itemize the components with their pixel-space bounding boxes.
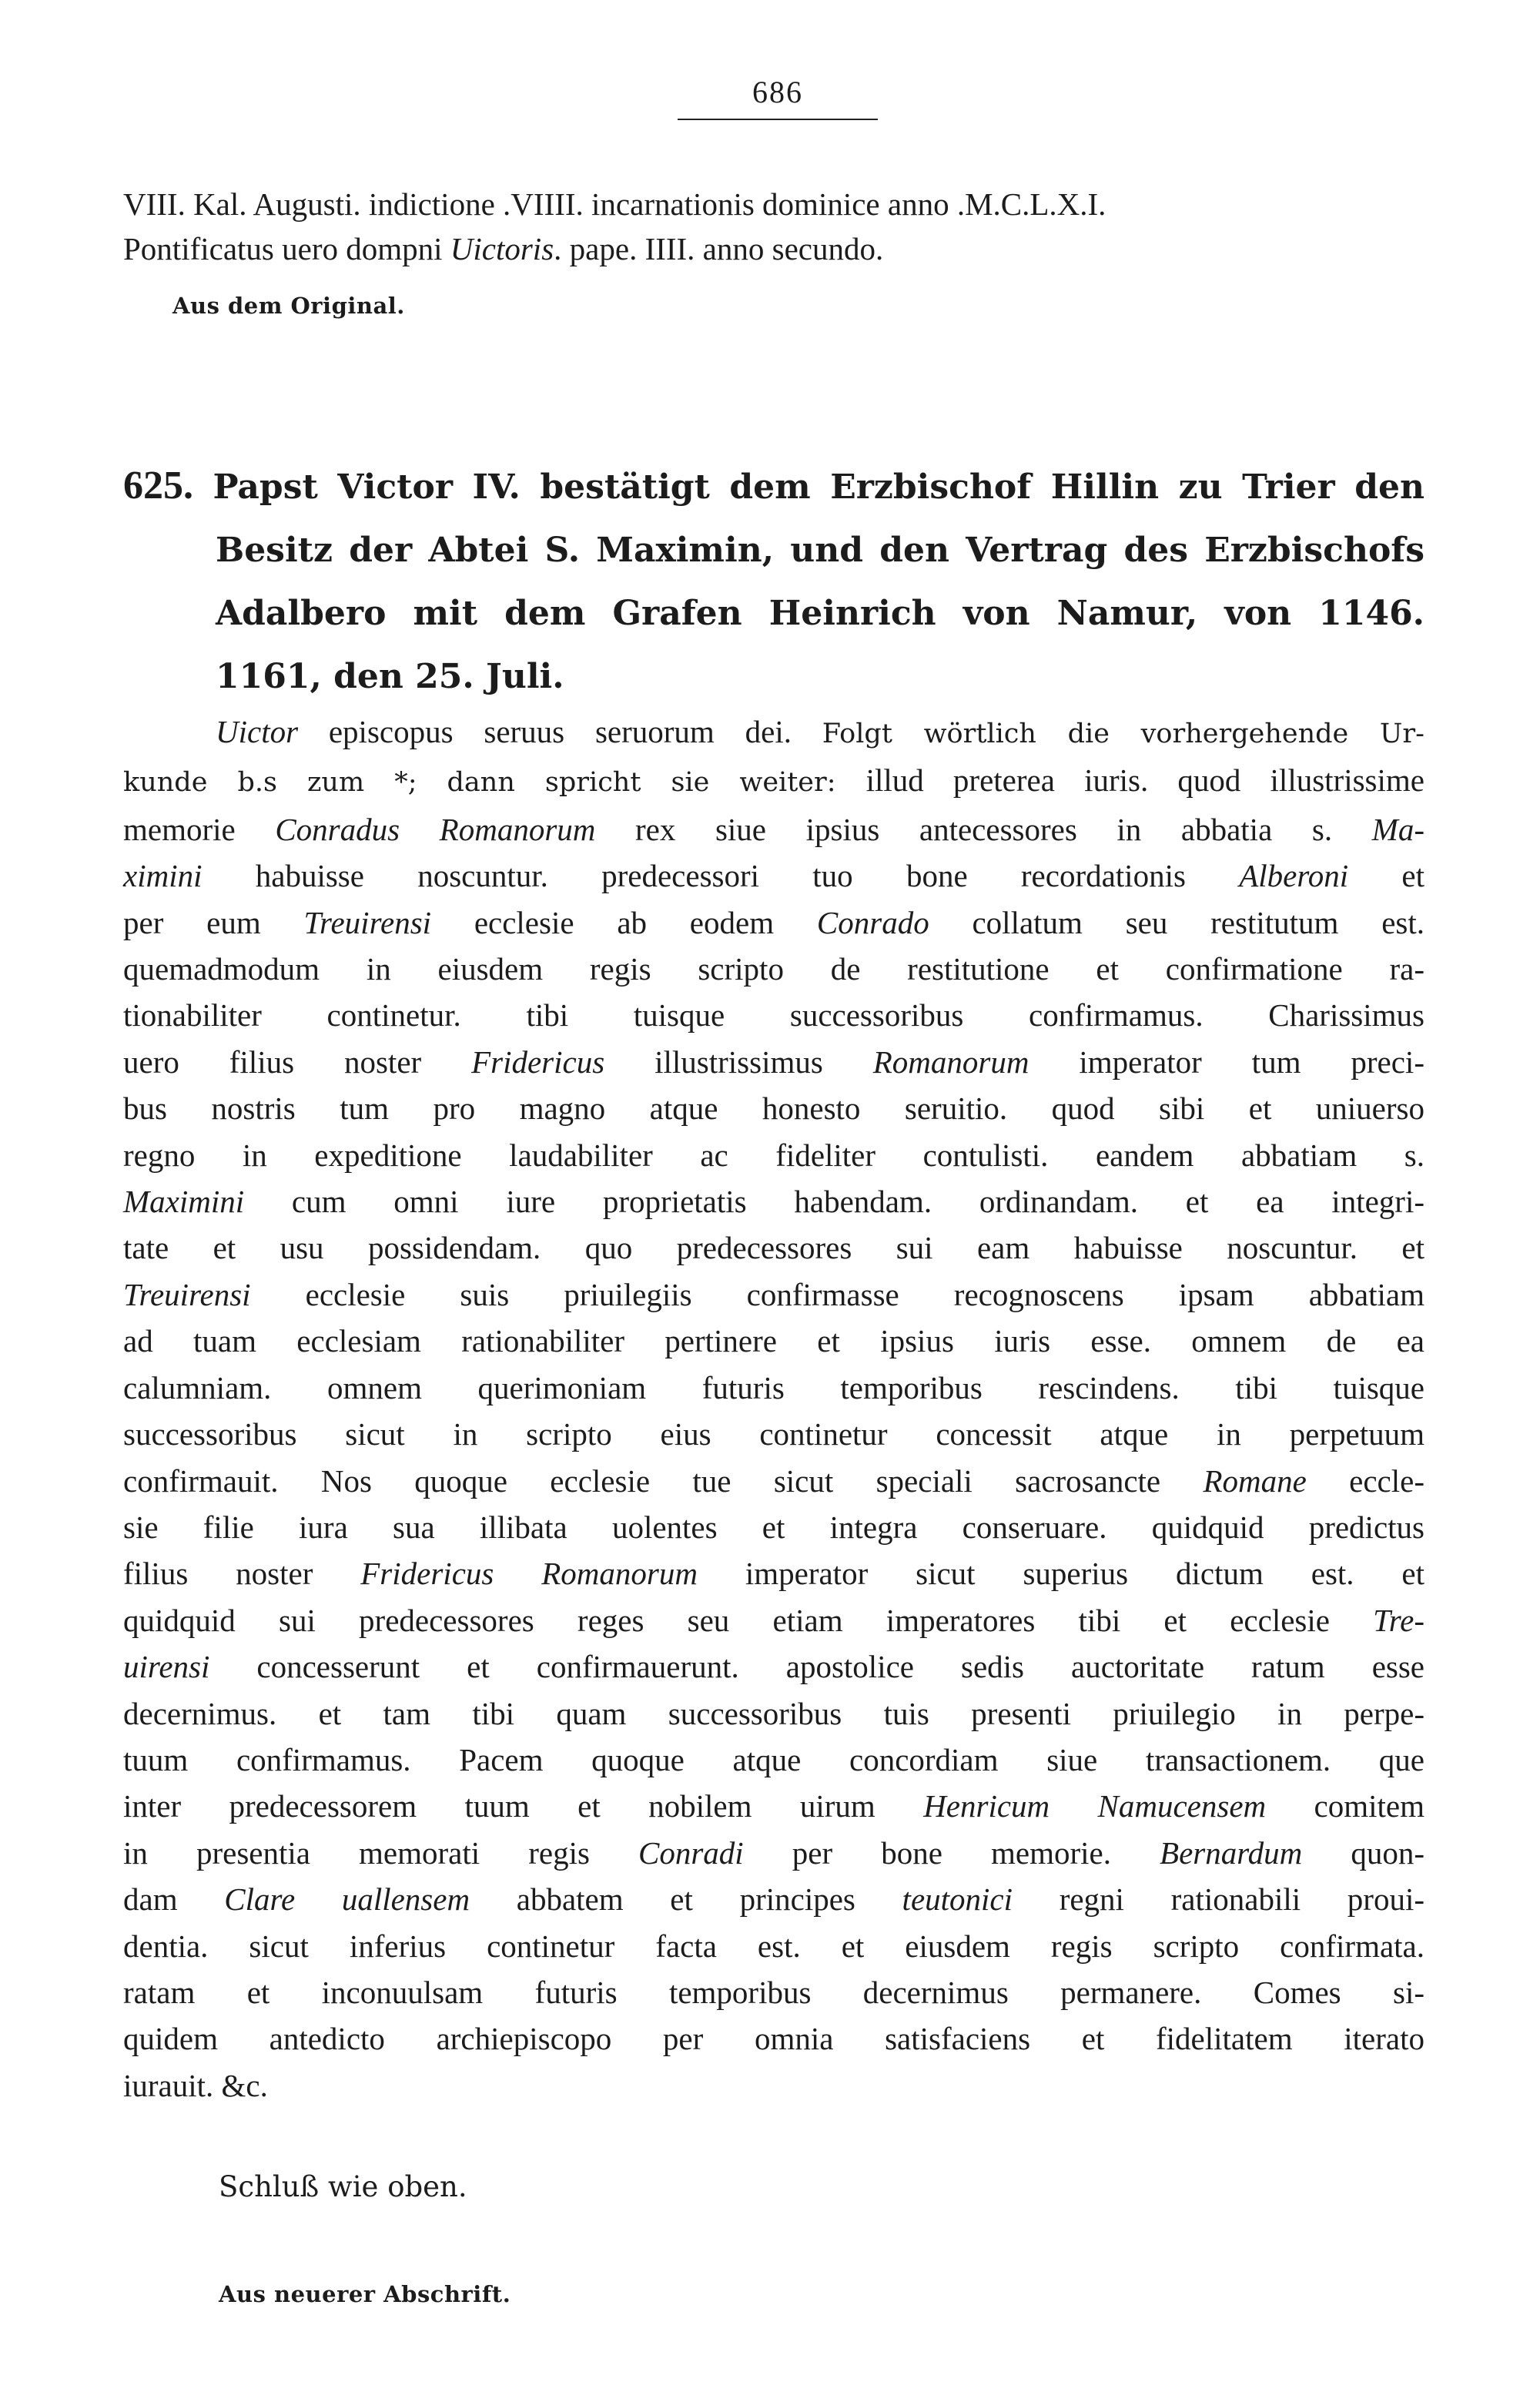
body-line: inter predecessorem tuum et nobilem uirum Henricum Namucensem comitem [123, 1788, 1424, 1824]
body-line: iurauit. &c. [123, 2067, 268, 2103]
heading-line-1: 625. Papst Victor IV. bestätigt dem Erzbischof Hillin zu Trier den [123, 464, 1424, 508]
body-line: decernimus. et tam tibi quam successoribus tuis presenti priuilegio in perpe- [123, 1695, 1424, 1731]
body-line: tuum confirmamus. Pacem quoque atque concordiam siue transactionem. que [123, 1741, 1424, 1777]
body-line: in presentia memorati regis Conradi per bone memorie. Bernardum quon- [123, 1834, 1425, 1871]
document-number: 625. [123, 464, 193, 508]
body-line: ximini habuisse noscuntur. predecessori tuo bone recordationis Alberoni et [123, 858, 1425, 894]
body-line: uirensi concesserunt et confirmauerunt. apostolice sedis auctoritate ratum esse [123, 1649, 1424, 1685]
body-line: dentia. sicut inferius continetur facta est. et eiusdem regis scripto confirmata. [123, 1928, 1424, 1964]
heading-line-4: 1161, den 25. Juli. [216, 657, 564, 696]
body-line: bus nostris tum pro magno atque honesto seruitio. quod sibi et uniuerso [123, 1090, 1424, 1127]
body-line: dam Clare uallensem abbatem et principes teutonici regni rationabili proui- [123, 1881, 1424, 1918]
body-line: tate et usu possidendam. quo predecessores sui eam habuisse noscuntur. et [123, 1230, 1424, 1266]
body-line: quidem antedicto archiepiscopo per omnia satisfaciens et fidelitatem iterato [123, 2021, 1424, 2057]
source-note-copy: Aus neuerer Abschrift. [219, 2281, 511, 2307]
closing-note: Schluß wie oben. [219, 2170, 467, 2203]
document-body [123, 709, 1424, 2109]
body-line: tionabiliter continetur. tibi tuisque successoribus confirmamus. Charissimus [123, 997, 1424, 1034]
body-line: Uictor episcopus seruus seruorum dei. Folgt wörtlich die vorhergehende Ur- [216, 714, 1424, 749]
body-line: uero filius noster Fridericus illustrissimus Romanorum imperator tum preci- [123, 1044, 1424, 1080]
body-line: ratam et inconuulsam futuris temporibus decernimus permanere. Comes si- [123, 1974, 1424, 2010]
dating-line-1: VIII. Kal. Augusti. indictione .VIIII. incarnationis dominice anno .M.C.L.X.I. [123, 186, 1106, 222]
body-line: quidquid sui predecessores reges seu etiam imperatores tibi et ecclesie Tre- [123, 1602, 1424, 1638]
body-line: sie filie iura sua illibata uolentes et integra conseruare. quidquid predictus [123, 1509, 1424, 1545]
body-line: Treuirensi ecclesie suis priuilegiis confirmasse recognoscens ipsam abbatiam [123, 1276, 1424, 1312]
body-line: filius noster Fridericus Romanorum imperator sicut superius dictum est. et [123, 1556, 1425, 1592]
body-line: regno in expeditione laudabiliter ac fideliter contulisti. eandem abbatiam s. [123, 1137, 1424, 1173]
page-number: 686 [752, 75, 803, 109]
document-heading [123, 454, 1424, 709]
page-number-rule [678, 119, 878, 120]
heading-line-3: Adalbero mit dem Grafen Heinrich von Namur, von 1146. [216, 594, 1424, 633]
heading-line-2: Besitz der Abtei S. Maximin, und den Vertrag des Erzbischofs [216, 531, 1424, 570]
dating-line-2: Pontificatus uero dompni Uictoris. pape. IIII. anno secundo. [123, 231, 884, 266]
source-note-original: Aus dem Original. [172, 293, 405, 319]
body-line: quemadmodum in eiusdem regis scripto de restitutione et confirmatione ra- [123, 951, 1424, 987]
body-line: kunde b.s zum *; dann spricht sie weiter: illud preterea iuris. quod illustrissime [123, 762, 1424, 799]
body-line: calumniam. omnem querimoniam futuris temporibus rescindens. tibi tuisque [123, 1369, 1424, 1405]
page-number-block [678, 71, 878, 120]
victor-name: Uictoris [450, 231, 554, 266]
body-line: ad tuam ecclesiam rationabiliter pertinere et ipsius iuris esse. omnem de ea [123, 1323, 1424, 1359]
dating-clause [123, 182, 1424, 271]
body-line: memorie Conradus Romanorum rex siue ipsius antecessores in abbatia s. Ma- [123, 811, 1424, 847]
body-line: per eum Treuirensi ecclesie ab eodem Conrado collatum seu restitutum est. [123, 904, 1424, 940]
body-line: Maximini cum omni iure proprietatis habendam. ordinandam. et ea integri- [123, 1184, 1424, 1220]
body-line: successoribus sicut in scripto eius continetur concessit atque in perpetuum [123, 1416, 1424, 1452]
body-line: confirmauit. Nos quoque ecclesie tue sicut speciali sacrosancte Romane eccle- [123, 1462, 1424, 1499]
